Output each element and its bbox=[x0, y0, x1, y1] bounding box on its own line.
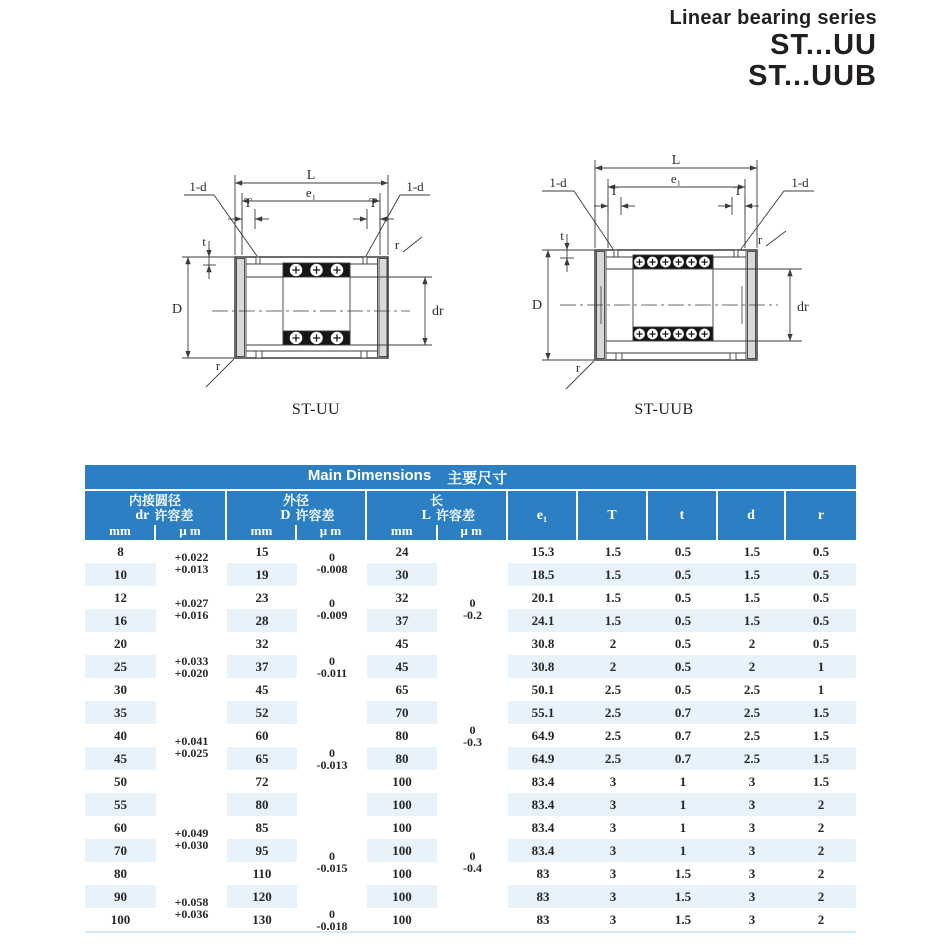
cell-L: 45 bbox=[367, 655, 437, 678]
cell-d: 3 bbox=[748, 865, 756, 881]
cell-dr: 12 bbox=[114, 589, 127, 605]
l_tol-cell: 0 -0.4 bbox=[437, 793, 508, 931]
cell-e1: 24.1 bbox=[508, 609, 578, 632]
dim-label-r-bottom: r bbox=[215, 358, 221, 373]
cell-T: 3 bbox=[578, 885, 648, 908]
dim-label-1d-right: 1-d bbox=[406, 179, 424, 194]
table-title-bar bbox=[85, 465, 856, 491]
dim-label-L: L bbox=[671, 153, 681, 168]
cell-e1: 83 bbox=[536, 865, 550, 881]
cell-e1: 83.4 bbox=[531, 819, 555, 835]
cell-d: 1.5 bbox=[718, 563, 786, 586]
cell-d: 3 bbox=[748, 773, 756, 789]
diagram-st-uub bbox=[520, 145, 880, 425]
cell-dr: 50 bbox=[114, 773, 127, 789]
cell-D: 23 bbox=[255, 589, 269, 605]
cell-e1: 83 bbox=[508, 885, 578, 908]
dr_tol-cell: +0.041 +0.025 bbox=[156, 701, 227, 793]
cell-t: 1 bbox=[679, 773, 687, 789]
cell-D: 32 bbox=[255, 635, 269, 651]
cell-T: 1.5 bbox=[578, 563, 648, 586]
dr_tol-cell: +0.058 +0.036 bbox=[156, 885, 227, 931]
cell-d: 2.5 bbox=[743, 681, 761, 697]
column-header-e1: e₁ bbox=[508, 491, 578, 540]
cell-D: 85 bbox=[255, 819, 269, 835]
cell-dr: 70 bbox=[85, 839, 156, 862]
cell-t: 1 bbox=[648, 793, 718, 816]
cell-e1: 30.8 bbox=[531, 635, 555, 651]
dim-label-t: t bbox=[202, 234, 206, 249]
cell-t: 0.5 bbox=[648, 655, 718, 678]
table-body bbox=[85, 540, 856, 933]
cell-T: 2.5 bbox=[604, 727, 622, 743]
series-title: Linear bearing series bbox=[669, 7, 877, 29]
cell-r: 1.5 bbox=[786, 701, 856, 724]
cell-e1: 20.1 bbox=[531, 589, 555, 605]
cell-r: 0.5 bbox=[786, 563, 856, 586]
cell-e1: 15.3 bbox=[531, 543, 555, 559]
cell-dr: 8 bbox=[117, 543, 124, 559]
d_tol-cell: 0 -0.013 bbox=[297, 701, 367, 816]
model-title-st-uub: ST...UUB bbox=[748, 60, 877, 92]
dim-label-1d-left: 1-d bbox=[189, 179, 207, 194]
cell-D: 45 bbox=[255, 681, 269, 697]
dr_tol-cell: +0.033 +0.020 bbox=[156, 632, 227, 701]
cell-T: 2 bbox=[609, 635, 617, 651]
unit-mm: mm bbox=[250, 523, 273, 538]
cell-t: 1.5 bbox=[648, 885, 718, 908]
cell-t: 1.5 bbox=[674, 911, 692, 927]
cell-e1: 83.4 bbox=[531, 773, 555, 789]
cell-t: 0.5 bbox=[648, 563, 718, 586]
cell-L: 45 bbox=[395, 635, 409, 651]
cell-L: 70 bbox=[367, 701, 437, 724]
dim-label-r-top: r bbox=[394, 237, 400, 252]
l_tol-cell: 0 -0.2 bbox=[437, 540, 508, 678]
cell-r: 2 bbox=[817, 819, 825, 835]
divider bbox=[295, 525, 297, 540]
cell-L: 100 bbox=[392, 911, 412, 927]
cell-dr: 80 bbox=[114, 865, 127, 881]
cell-r: 0.5 bbox=[812, 589, 830, 605]
cell-L: 100 bbox=[392, 773, 412, 789]
table-column-headers bbox=[85, 491, 856, 540]
table-title-en: Main Dimensions bbox=[307, 466, 432, 484]
dim-label-t: t bbox=[560, 228, 564, 243]
cell-D: 15 bbox=[255, 543, 269, 559]
cell-d: 1.5 bbox=[718, 609, 786, 632]
cell-L: 100 bbox=[367, 793, 437, 816]
cell-dr: 45 bbox=[85, 747, 156, 770]
column-group-D bbox=[227, 491, 367, 540]
cell-t: 0.5 bbox=[674, 635, 692, 651]
cell-e1: 50.1 bbox=[531, 681, 555, 697]
group-tol-label: 许容差 bbox=[435, 508, 475, 523]
dim-label-1d-right: 1-d bbox=[791, 175, 809, 190]
cell-r: 2 bbox=[817, 865, 825, 881]
cell-dr: 35 bbox=[85, 701, 156, 724]
group-symbol: D bbox=[280, 508, 291, 523]
dr_tol-cell: +0.022 +0.013 bbox=[156, 540, 227, 586]
cell-t: 0.5 bbox=[648, 609, 718, 632]
cell-e1: 83.4 bbox=[508, 793, 578, 816]
cell-t: 1.5 bbox=[674, 865, 692, 881]
cell-T: 1.5 bbox=[604, 589, 622, 605]
cell-dr: 16 bbox=[85, 609, 156, 632]
cell-D: 110 bbox=[252, 865, 272, 881]
cell-e1: 64.9 bbox=[531, 727, 555, 743]
cell-r: 2 bbox=[786, 885, 856, 908]
cell-L: 100 bbox=[367, 885, 437, 908]
unit-um: μ m bbox=[319, 523, 342, 538]
dim-label-dr: dr bbox=[432, 304, 444, 319]
cell-L: 65 bbox=[395, 681, 409, 697]
cell-d: 3 bbox=[718, 885, 786, 908]
group-symbol: L bbox=[421, 508, 431, 523]
cell-d: 2.5 bbox=[718, 747, 786, 770]
cell-r: 0.5 bbox=[812, 543, 830, 559]
cell-d: 1.5 bbox=[743, 543, 761, 559]
cell-r: 1 bbox=[786, 655, 856, 678]
unit-mm: mm bbox=[390, 523, 413, 538]
cell-D: 65 bbox=[227, 747, 297, 770]
cell-T: 3 bbox=[609, 911, 617, 927]
d_tol-cell: 0 -0.018 bbox=[297, 908, 367, 931]
group-name: 长 bbox=[429, 493, 443, 508]
unit-um: μ m bbox=[460, 523, 482, 538]
divider bbox=[154, 525, 156, 540]
cell-d: 1.5 bbox=[743, 589, 761, 605]
cell-T: 2.5 bbox=[578, 701, 648, 724]
cell-t: 0.5 bbox=[674, 681, 692, 697]
cell-t: 0.7 bbox=[674, 727, 692, 743]
diagram-st-uu bbox=[160, 145, 475, 425]
cell-T: 2.5 bbox=[604, 681, 622, 697]
dim-label-1d-left: 1-d bbox=[549, 175, 567, 190]
cell-D: 60 bbox=[255, 727, 269, 743]
cell-dr: 30 bbox=[114, 681, 127, 697]
unit-mm: mm bbox=[109, 523, 131, 538]
d_tol-cell: 0 -0.009 bbox=[297, 586, 367, 632]
dim-label-r-top: r bbox=[757, 232, 763, 247]
cell-T: 1.5 bbox=[578, 609, 648, 632]
cell-D: 80 bbox=[227, 793, 297, 816]
cell-r: 1.5 bbox=[786, 747, 856, 770]
cell-D: 95 bbox=[227, 839, 297, 862]
cell-r: 0.5 bbox=[786, 609, 856, 632]
column-group-dr bbox=[85, 491, 227, 540]
cell-r: 1.5 bbox=[812, 773, 830, 789]
cell-D: 120 bbox=[227, 885, 297, 908]
caption-st-uu: ST-UU bbox=[291, 401, 341, 418]
cell-L: 80 bbox=[367, 747, 437, 770]
dim-label-L: L bbox=[306, 168, 316, 183]
cell-D: 72 bbox=[255, 773, 269, 789]
column-header-d: d bbox=[718, 491, 786, 540]
unit-um: μ m bbox=[179, 523, 201, 538]
table-title-zh: 主要尺寸 bbox=[447, 469, 508, 487]
cell-t: 1 bbox=[679, 819, 687, 835]
title-block bbox=[669, 6, 877, 92]
cell-d: 2 bbox=[748, 635, 756, 651]
cell-L: 30 bbox=[367, 563, 437, 586]
d_tol-cell: 0 -0.015 bbox=[297, 816, 367, 908]
cell-r: 1 bbox=[817, 681, 825, 697]
cell-D: 130 bbox=[252, 911, 272, 927]
group-symbol: dr bbox=[135, 508, 150, 523]
column-header-r: r bbox=[817, 507, 825, 523]
cell-T: 3 bbox=[609, 865, 617, 881]
cell-T: 2 bbox=[578, 655, 648, 678]
cell-L: 100 bbox=[392, 819, 412, 835]
cell-r: 2 bbox=[786, 839, 856, 862]
cell-e1: 83.4 bbox=[508, 839, 578, 862]
cell-L: 37 bbox=[367, 609, 437, 632]
cell-T: 2.5 bbox=[578, 747, 648, 770]
cell-d: 2.5 bbox=[743, 727, 761, 743]
cell-d: 3 bbox=[748, 819, 756, 835]
cell-T: 3 bbox=[609, 773, 617, 789]
cell-T: 3 bbox=[609, 819, 617, 835]
dim-label-D: D bbox=[531, 298, 543, 313]
cell-L: 80 bbox=[395, 727, 409, 743]
dim-label-dr: dr bbox=[797, 300, 809, 315]
column-header-T: T bbox=[578, 491, 648, 540]
d_tol-cell: 0 -0.011 bbox=[297, 632, 367, 701]
cell-T: 3 bbox=[578, 793, 648, 816]
d_tol-cell: 0 -0.008 bbox=[297, 540, 367, 586]
cell-r: 2 bbox=[817, 911, 825, 927]
dim-label-T-left: T bbox=[610, 183, 618, 198]
cell-d: 3 bbox=[748, 911, 756, 927]
cell-t: 0.7 bbox=[648, 701, 718, 724]
cell-L: 100 bbox=[392, 865, 412, 881]
cell-dr: 60 bbox=[114, 819, 127, 835]
cell-T: 1.5 bbox=[604, 543, 622, 559]
group-tol-label: 许容差 bbox=[154, 508, 194, 523]
dim-label-e1: e₁ bbox=[670, 171, 682, 186]
cell-dr: 55 bbox=[85, 793, 156, 816]
group-tol-label: 许容差 bbox=[295, 508, 335, 523]
cell-r: 1.5 bbox=[812, 727, 830, 743]
cell-e1: 55.1 bbox=[508, 701, 578, 724]
cell-dr: 40 bbox=[114, 727, 127, 743]
dim-label-T-right: T bbox=[369, 195, 377, 210]
dim-label-e1: e₁ bbox=[305, 185, 317, 200]
group-name: 内接圆径 bbox=[128, 493, 181, 508]
cell-D: 37 bbox=[227, 655, 297, 678]
group-name: 外径 bbox=[282, 493, 309, 508]
cell-r: 0.5 bbox=[812, 635, 830, 651]
column-header-t: t bbox=[648, 491, 718, 540]
caption-st-uub: ST-UUB bbox=[634, 401, 694, 418]
dimension-table bbox=[85, 465, 856, 933]
cell-t: 0.5 bbox=[674, 543, 692, 559]
cell-dr: 25 bbox=[85, 655, 156, 678]
cell-dr: 20 bbox=[114, 635, 127, 651]
cell-e1: 64.9 bbox=[508, 747, 578, 770]
column-group-L bbox=[367, 491, 508, 540]
cell-L: 32 bbox=[395, 589, 409, 605]
cell-e1: 30.8 bbox=[508, 655, 578, 678]
l_tol-cell: 0 -0.3 bbox=[437, 678, 508, 793]
cell-L: 100 bbox=[367, 839, 437, 862]
cell-dr: 100 bbox=[110, 911, 131, 927]
cell-d: 2.5 bbox=[718, 701, 786, 724]
model-title-st-uu: ST...UU bbox=[770, 29, 877, 61]
cell-D: 28 bbox=[227, 609, 297, 632]
cell-t: 0.5 bbox=[674, 589, 692, 605]
cell-d: 3 bbox=[718, 793, 786, 816]
cell-r: 2 bbox=[786, 793, 856, 816]
divider bbox=[436, 525, 438, 540]
dim-label-D: D bbox=[171, 302, 183, 317]
dim-label-r-bottom: r bbox=[575, 360, 581, 375]
cell-d: 3 bbox=[718, 839, 786, 862]
cell-e1: 18.5 bbox=[508, 563, 578, 586]
cell-t: 1 bbox=[648, 839, 718, 862]
cell-d: 2 bbox=[718, 655, 786, 678]
dr_tol-cell: +0.049 +0.030 bbox=[156, 793, 227, 885]
dim-label-T-right: T bbox=[734, 183, 742, 198]
dr_tol-cell: +0.027 +0.016 bbox=[156, 586, 227, 632]
cell-L: 24 bbox=[395, 543, 409, 559]
cell-t: 0.7 bbox=[648, 747, 718, 770]
cell-D: 52 bbox=[227, 701, 297, 724]
cell-T: 3 bbox=[578, 839, 648, 862]
dim-label-T-left: T bbox=[244, 195, 252, 210]
cell-D: 19 bbox=[227, 563, 297, 586]
cell-dr: 10 bbox=[85, 563, 156, 586]
cell-dr: 90 bbox=[85, 885, 156, 908]
cell-e1: 83 bbox=[536, 911, 550, 927]
